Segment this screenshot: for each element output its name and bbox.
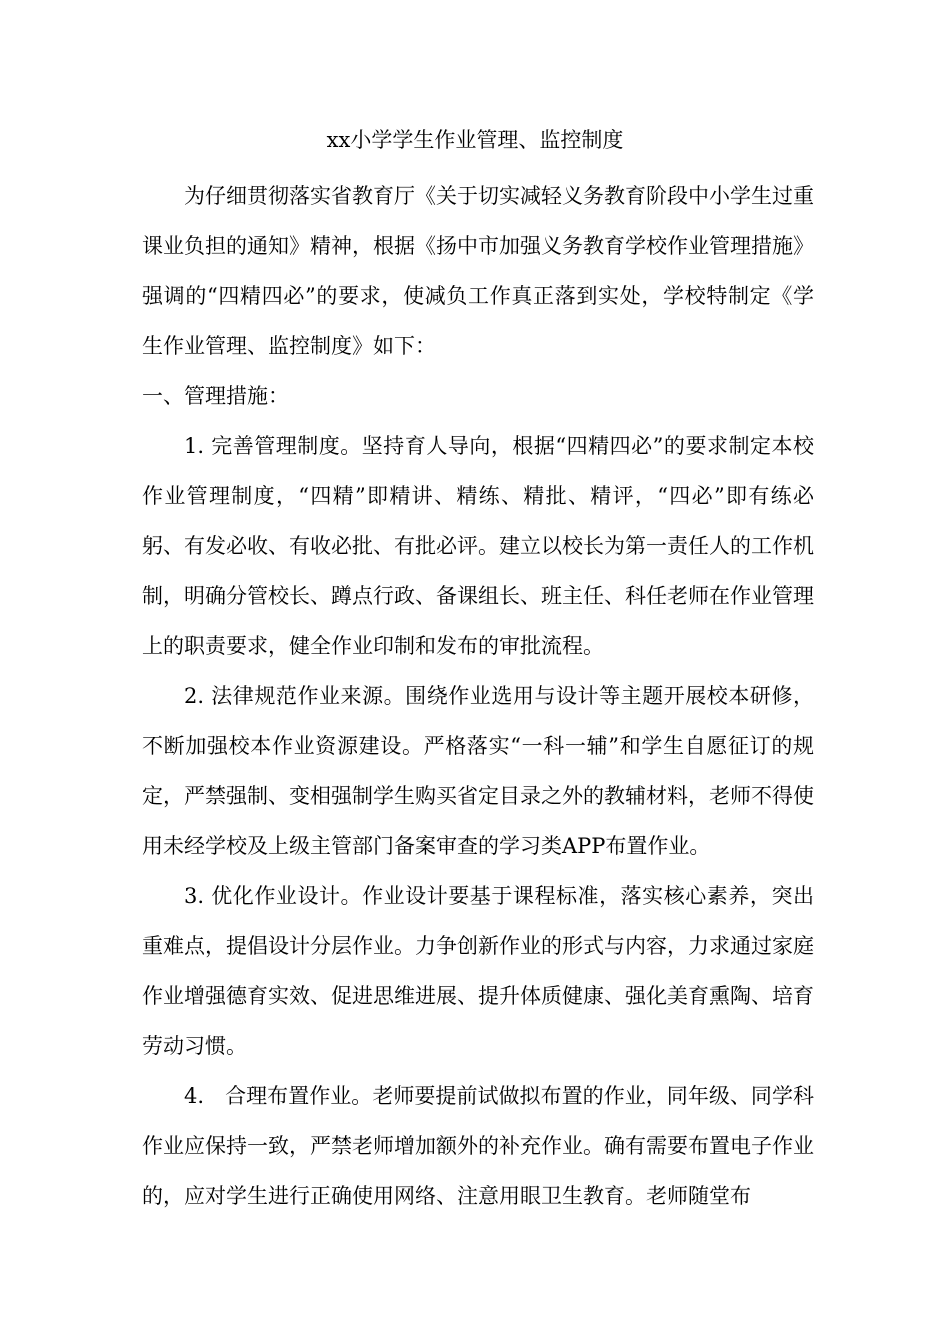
item-paragraph-3: 3. 优化作业设计。作业设计要基于课程标准，落实核心素养，突出重难点，提倡设计分层作业。力争创新作业的形式与内容，力求通过家庭作业增强德育实效、促进思维进展、提升体质健康、强化美育熏陶、培育劳动习惯。: [142, 884, 814, 1058]
item-paragraph-2: 2. 法律规范作业来源。围绕作业选用与设计等主题开展校本研修，不断加强校本作业资源建设。严格落实“一科一辅”和学生自愿征订的规定，严禁强制、变相强制学生购买省定目录之外的教辅材料，老师不得使用未经学校及上级主管部门备案审查的学习类APP布置作业。: [142, 684, 814, 858]
item-paragraph-4: 4. 合理布置作业。老师要提前试做拟布置的作业，同年级、同学科作业应保持一致，严禁老师增加额外的补充作业。确有需要布置电子作业的，应对学生进行正确使用网络、注意用眼卫生教育。老师随堂布: [142, 1084, 814, 1208]
intro-paragraph: 为仔细贯彻落实省教育厅《关于切实减轻义务教育阶段中小学生过重课业负担的通知》精神，根据《扬中市加强义务教育学校作业管理措施》强调的“四精四必”的要求，使减负工作真正落到实处，学校特制定《学生作业管理、监控制度》如下：: [142, 184, 814, 358]
section-heading: 一、管理措施：: [142, 384, 289, 408]
item-paragraph-1: 1. 完善管理制度。坚持育人导向，根据“四精四必”的要求制定本校作业管理制度，“四精”即精讲、精练、精批、精评，“四必”即有练必躬、有发必收、有收必批、有批必评。建立以校长为第一责任人的工作机制，明确分管校长、蹲点行政、备课组长、班主任、科任老师在作业管理上的职责要求，健全作业印制和发布的审批流程。: [142, 434, 814, 658]
document-title: xx小学学生作业管理、监控制度: [326, 128, 624, 152]
document-body: [142, 171, 814, 1221]
